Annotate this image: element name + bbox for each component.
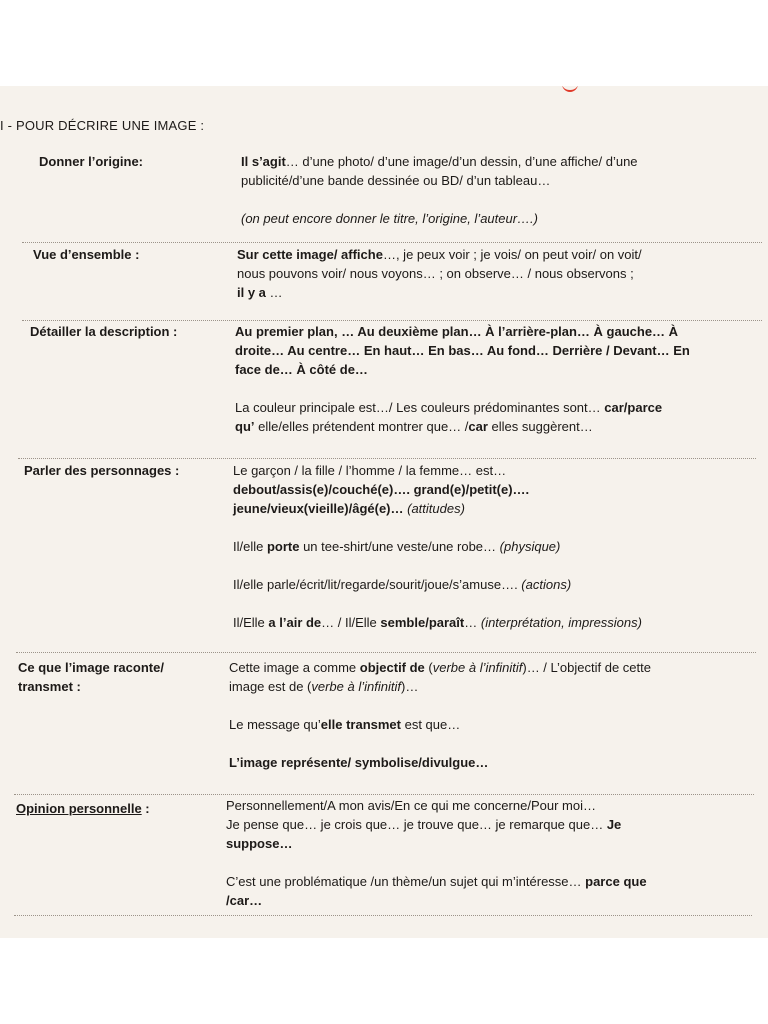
detail-line-4: La couleur principale est…/ Les couleurs prédominantes sont… car/parce bbox=[235, 400, 663, 415]
raconte-line-4: L’image représente/ symbolise/divulgue… bbox=[229, 755, 489, 770]
origine-line-3: (on peut encore donner le titre, l’origine, l’auteur….) bbox=[241, 211, 538, 226]
content-detail bbox=[235, 322, 755, 436]
divider bbox=[16, 652, 756, 653]
label-opinion: Opinion personnelle : bbox=[16, 801, 150, 816]
red-pen-mark bbox=[562, 86, 578, 92]
detail-line-1: Au premier plan, … Au deuxième plan… À l’arrière-plan… À gauche… À bbox=[235, 324, 679, 339]
label-raconte: Ce que l’image raconte/ transmet : bbox=[18, 660, 164, 694]
opinion-line-1: Personnellement/A mon avis/En ce qui me concerne/Pour moi… bbox=[226, 798, 596, 813]
origine-line-2: publicité/d’une bande dessinée ou BD/ d’un tableau… bbox=[241, 173, 551, 188]
label-origine: Donner l’origine: bbox=[39, 154, 143, 169]
opinion-line-4: C’est une problématique /un thème/un sujet qui m’intéresse… parce que bbox=[226, 874, 647, 889]
label-ensemble: Vue d’ensemble : bbox=[33, 247, 140, 262]
raconte-line-3: Le message qu’elle transmet est que… bbox=[229, 717, 461, 732]
content-opinion bbox=[226, 796, 748, 910]
ensemble-line-2: nous pouvons voir/ nous voyons… ; on observe… / nous observons ; bbox=[237, 266, 634, 281]
detail-line-2: droite… Au centre… En haut… En bas… Au fond… Derrière / Devant… En bbox=[235, 343, 690, 358]
content-raconte bbox=[229, 658, 759, 772]
opinion-line-5: /car… bbox=[226, 893, 263, 908]
personnages-line-1: Le garçon / la fille / l’homme / la femme… est… bbox=[233, 463, 507, 478]
personnages-line-2: debout/assis(e)/couché(e)…. grand(e)/petit(e)…. bbox=[233, 482, 530, 497]
content-ensemble bbox=[237, 245, 757, 302]
detail-line-5: qu’ elle/elles prétendent montrer que… /car elles suggèrent… bbox=[235, 419, 593, 434]
ensemble-line-1: Sur cette image/ affiche…, je peux voir ; je vois/ on peut voir/ on voit/ bbox=[237, 247, 642, 262]
raconte-line-1: Cette image a comme objectif de (verbe à l’infinitif)… / L’objectif de cette bbox=[229, 660, 651, 675]
divider bbox=[14, 794, 754, 795]
raconte-line-2: image est de (verbe à l’infinitif)… bbox=[229, 679, 419, 694]
personnages-line-6: Il/Elle a l’air de… / Il/Elle semble/paraît… (interprétation, impressions) bbox=[233, 615, 642, 630]
divider bbox=[14, 915, 752, 916]
label-personnages: Parler des personnages : bbox=[24, 463, 180, 478]
personnages-line-3: jeune/vieux(vieille)/âgé(e)… (attitudes) bbox=[233, 501, 465, 516]
ensemble-line-3: il y a … bbox=[237, 285, 283, 300]
label-detail: Détailler la description : bbox=[30, 324, 178, 339]
personnages-line-4: Il/elle porte un tee-shirt/une veste/une robe… (physique) bbox=[233, 539, 561, 554]
page-title: I - POUR DÉCRIRE UNE IMAGE : bbox=[0, 118, 205, 133]
divider bbox=[18, 458, 756, 459]
content-origine bbox=[241, 152, 751, 228]
divider bbox=[22, 320, 762, 321]
opinion-line-3: suppose… bbox=[226, 836, 293, 851]
personnages-line-5: Il/elle parle/écrit/lit/regarde/sourit/joue/s’amuse…. (actions) bbox=[233, 577, 572, 592]
detail-line-3: face de… À côté de… bbox=[235, 362, 368, 377]
opinion-line-2: Je pense que… je crois que… je trouve que… je remarque que… Je bbox=[226, 817, 622, 832]
content-personnages bbox=[233, 461, 758, 632]
origine-line-1: Il s’agit… d’une photo/ d’une image/d’un dessin, d’une affiche/ d’une bbox=[241, 154, 638, 169]
divider bbox=[22, 242, 762, 243]
worksheet-page bbox=[0, 86, 768, 938]
